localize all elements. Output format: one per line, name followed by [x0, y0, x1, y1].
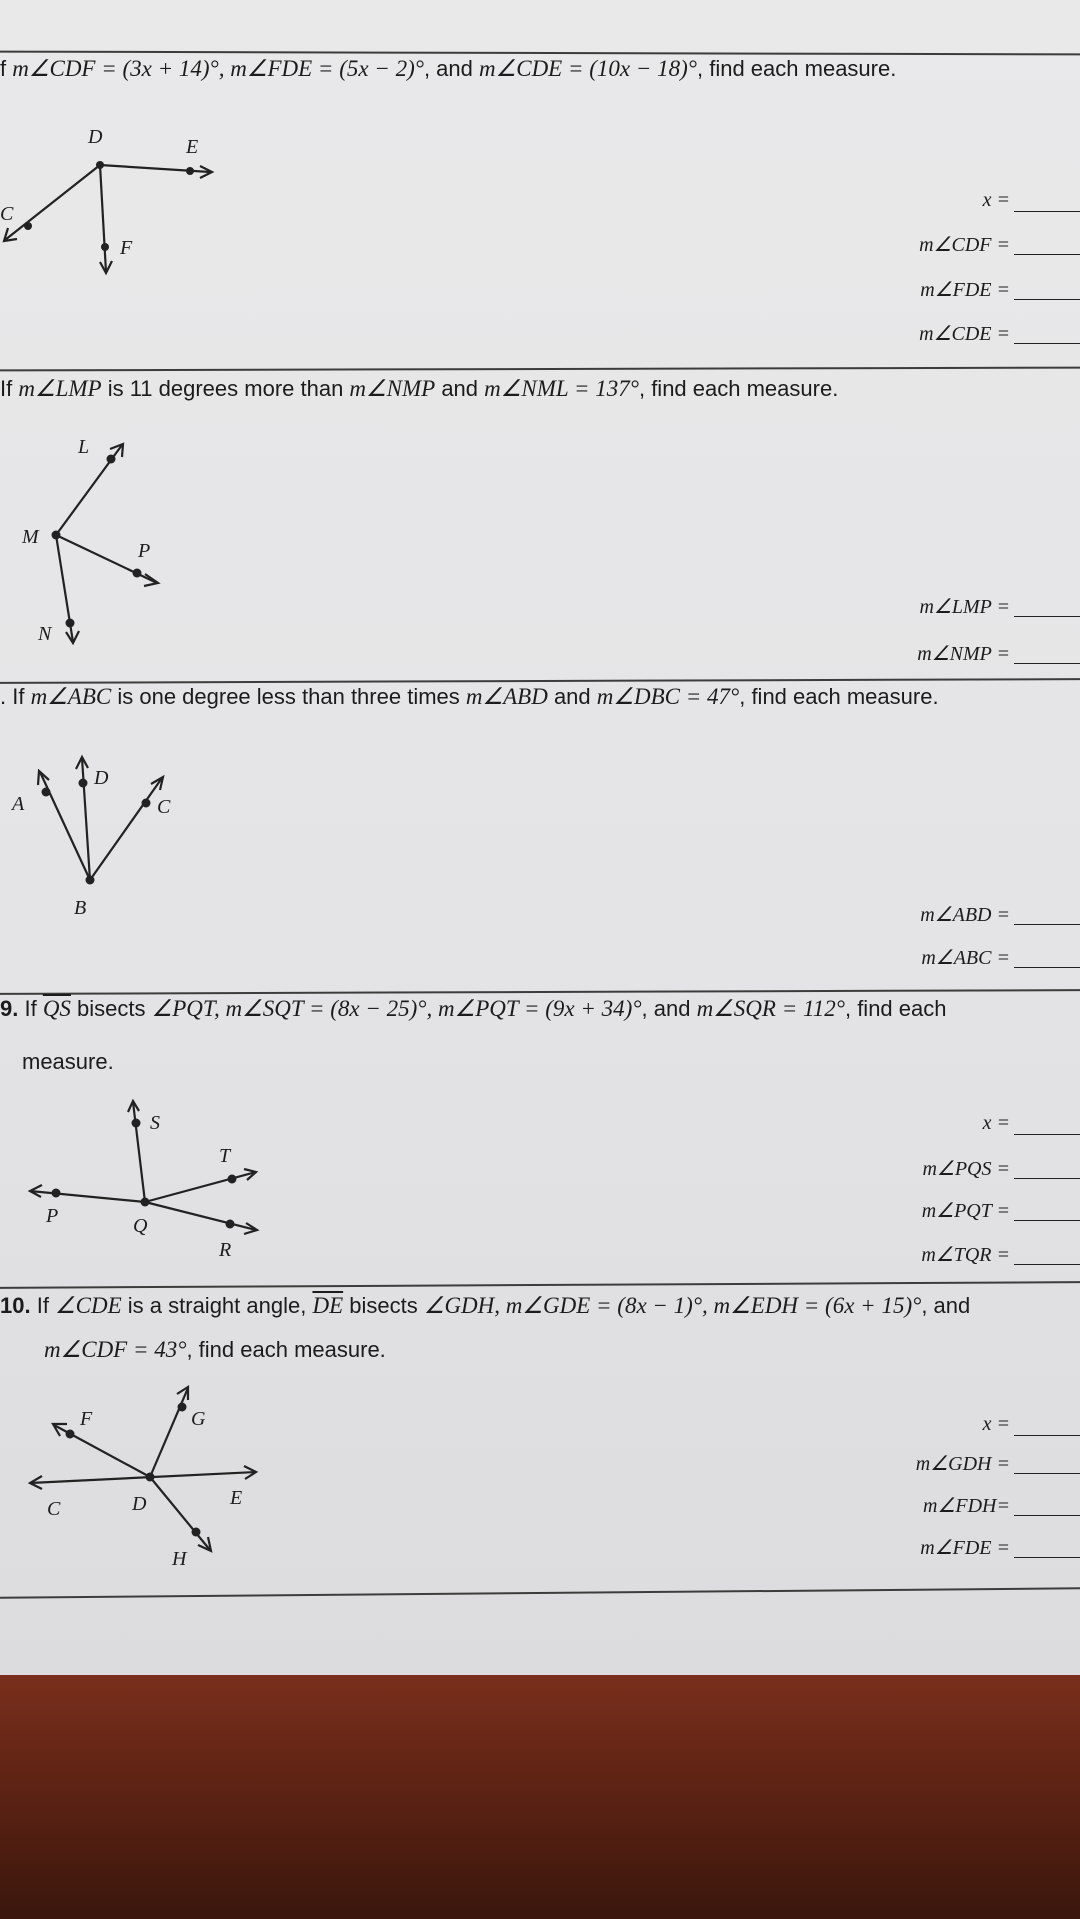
- ray-dc: [5, 165, 100, 240]
- math: m∠DBC = 47°: [596, 684, 740, 709]
- ray-de-symbol: $\overline{DE}$: [312, 1293, 344, 1318]
- text: , find each: [844, 996, 947, 1021]
- math: ∠PQT, m∠SQT = (8x − 25)°, m∠PQT = (9x + 34)°: [151, 996, 642, 1021]
- answer-blank[interactable]: [1014, 1557, 1080, 1558]
- point-m: [52, 531, 61, 540]
- text: and: [547, 684, 597, 709]
- answer-7-lmp[interactable]: [820, 594, 1080, 628]
- point-d: [146, 1473, 155, 1482]
- ray-qt: [145, 1172, 256, 1202]
- point-q: [141, 1198, 150, 1207]
- problem-6-prefix: f: [0, 56, 7, 81]
- point-a: [42, 788, 51, 797]
- answer-blank[interactable]: [1014, 1435, 1080, 1436]
- answer-10-x[interactable]: [820, 1413, 1080, 1447]
- text: , find each measure.: [186, 1337, 386, 1362]
- label-e: E: [186, 136, 199, 158]
- answer-label: m∠TQR =: [921, 1244, 1010, 1266]
- ray-qr: [145, 1202, 256, 1230]
- text: . If: [0, 684, 31, 709]
- answer-blank[interactable]: [1014, 1264, 1080, 1265]
- ray-dg: [150, 1388, 188, 1477]
- answer-label: x =: [982, 1112, 1010, 1134]
- answer-8-abd[interactable]: [820, 902, 1080, 936]
- problem-6-given-1: m∠CDF = (3x + 14)°, m∠FDE = (5x − 2)°: [12, 56, 424, 81]
- answer-blank[interactable]: [1014, 299, 1080, 300]
- math: m∠SQR = 112°: [696, 996, 845, 1021]
- answer-blank[interactable]: [1014, 343, 1080, 344]
- answer-label: x =: [982, 1413, 1010, 1435]
- text: If: [0, 376, 19, 401]
- problem-7-diagram: [0, 430, 200, 660]
- problem-10-statement-line-2: [44, 1337, 386, 1363]
- problem-number: 9.: [0, 996, 19, 1021]
- answer-label: m∠NMP =: [917, 643, 1010, 665]
- answer-blank[interactable]: [1014, 254, 1080, 255]
- point-c: [24, 222, 32, 230]
- math: m∠NML = 137°: [484, 376, 639, 401]
- label-p: P: [138, 540, 151, 562]
- ray-dh: [150, 1477, 210, 1550]
- problem-10-statement: [0, 1293, 970, 1319]
- ray-bd: [82, 758, 90, 880]
- label-d: D: [88, 126, 103, 148]
- point-d: [96, 161, 104, 169]
- answer-blank[interactable]: [1014, 1220, 1080, 1221]
- label-g: G: [191, 1408, 206, 1430]
- label-f: F: [80, 1408, 93, 1430]
- answer-blank[interactable]: [1014, 211, 1080, 212]
- answer-6-x[interactable]: [820, 189, 1080, 223]
- answer-blank[interactable]: [1014, 1178, 1080, 1179]
- answer-9-x[interactable]: [820, 1112, 1080, 1146]
- text: bisects: [70, 996, 152, 1021]
- math: ∠CDE: [55, 1293, 122, 1318]
- point-r: [226, 1220, 235, 1229]
- answer-blank[interactable]: [1014, 616, 1080, 617]
- answer-label: m∠CDF =: [919, 234, 1010, 256]
- answer-blank[interactable]: [1014, 967, 1080, 968]
- point-l: [107, 455, 116, 464]
- answer-10-gdh[interactable]: [820, 1451, 1080, 1485]
- point-s: [132, 1119, 141, 1128]
- problem-6-given-2: m∠CDE = (10x − 18)°: [479, 56, 697, 81]
- text: is a straight angle,: [121, 1293, 313, 1318]
- answer-label: m∠GDH =: [915, 1453, 1010, 1475]
- label-d: D: [132, 1493, 147, 1515]
- answer-label: m∠ABC =: [921, 947, 1010, 969]
- point-d: [79, 779, 88, 788]
- text: bisects: [343, 1293, 424, 1318]
- answer-6-cde[interactable]: [820, 321, 1080, 355]
- answer-blank[interactable]: [1014, 1515, 1080, 1516]
- answer-label: m∠PQT =: [921, 1200, 1010, 1222]
- point-b: [86, 876, 95, 885]
- problem-6-instruction: , find each measure.: [697, 56, 897, 81]
- point-p: [133, 569, 142, 578]
- label-h: H: [172, 1548, 187, 1570]
- math: m∠LMP: [18, 376, 102, 401]
- answer-label: m∠FDE =: [920, 279, 1010, 301]
- label-n: N: [38, 623, 52, 645]
- answer-label: m∠ABD =: [920, 904, 1010, 926]
- label-d: D: [94, 767, 109, 789]
- answer-10-fde[interactable]: [820, 1535, 1080, 1569]
- text: , and: [921, 1293, 971, 1318]
- problem-9-statement-line-2: [22, 1049, 114, 1075]
- problem-10-diagram: [0, 1380, 280, 1580]
- problem-number: 10.: [0, 1293, 31, 1318]
- problem-6-statement: [0, 56, 896, 82]
- point-t: [228, 1175, 237, 1184]
- answer-9-tqr[interactable]: [820, 1242, 1080, 1276]
- problem-8-diagram: [0, 750, 200, 920]
- answer-label: m∠FDH=: [923, 1495, 1010, 1517]
- ray-bc: [90, 778, 162, 880]
- ray-qp: [30, 1191, 145, 1202]
- point-n: [66, 619, 75, 628]
- label-f: F: [120, 237, 133, 259]
- problem-9-diagram: [0, 1090, 280, 1270]
- text: and: [435, 376, 485, 401]
- label-p: P: [46, 1205, 59, 1227]
- answer-9-pqt[interactable]: [820, 1198, 1080, 1232]
- label-t: T: [219, 1145, 231, 1167]
- point-h: [192, 1528, 201, 1537]
- math: m∠ABD: [465, 684, 548, 709]
- answer-blank[interactable]: [1014, 924, 1080, 925]
- answer-8-abc[interactable]: [820, 945, 1080, 979]
- point-c: [142, 799, 151, 808]
- math: m∠CDF = 43°: [44, 1337, 187, 1362]
- math: m∠NMP: [349, 376, 436, 401]
- point-g: [178, 1403, 187, 1412]
- answer-label: m∠PQS =: [922, 1158, 1010, 1180]
- point-f: [66, 1430, 75, 1439]
- answer-blank[interactable]: [1014, 1473, 1080, 1474]
- label-s: S: [150, 1112, 160, 1134]
- table-surface: [0, 1675, 1080, 1919]
- text: measure.: [22, 1049, 114, 1074]
- point-p: [52, 1189, 61, 1198]
- ray-df: [100, 165, 106, 272]
- problem-6-diagram: [0, 120, 260, 300]
- answer-blank[interactable]: [1014, 1134, 1080, 1135]
- problem-6-connector: , and: [423, 56, 479, 81]
- text: If: [30, 1293, 56, 1318]
- answer-10-fdh[interactable]: [820, 1493, 1080, 1527]
- point-e: [186, 167, 194, 175]
- point-f: [101, 243, 109, 251]
- label-r: R: [219, 1239, 232, 1261]
- text: is one degree less than three times: [111, 684, 466, 709]
- text: , and: [641, 996, 697, 1021]
- label-m: M: [22, 526, 39, 548]
- text: If: [18, 996, 43, 1021]
- ray-qs: [133, 1102, 145, 1202]
- label-c: C: [157, 796, 171, 818]
- label-c: C: [47, 1498, 61, 1520]
- label-q: Q: [133, 1215, 148, 1237]
- answer-6-fde[interactable]: [820, 277, 1080, 311]
- text: , find each measure.: [638, 376, 839, 401]
- ray-qs-symbol: $\overline{QS}$: [42, 996, 71, 1021]
- answer-label: x =: [982, 189, 1010, 211]
- label-b: B: [74, 897, 87, 919]
- answer-label: m∠FDE =: [920, 1537, 1010, 1559]
- math: m∠ABC: [30, 684, 112, 709]
- math: ∠GDH, m∠GDE = (8x − 1)°, m∠EDH = (6x + 15)°: [423, 1293, 922, 1318]
- label-l: L: [78, 436, 90, 458]
- text: is 11 degrees more than: [101, 376, 350, 401]
- problem-8-statement: [0, 684, 939, 710]
- label-a: A: [12, 793, 25, 815]
- answer-7-nmp[interactable]: [820, 641, 1080, 675]
- answer-label: m∠CDE =: [919, 323, 1010, 345]
- label-c: C: [0, 203, 14, 225]
- label-e: E: [230, 1487, 243, 1509]
- answer-blank[interactable]: [1014, 663, 1080, 664]
- answer-6-cdf[interactable]: [820, 232, 1080, 266]
- answer-label: m∠LMP =: [919, 596, 1010, 618]
- problem-9-statement: [0, 996, 946, 1022]
- answer-9-pqs[interactable]: [820, 1156, 1080, 1190]
- text: , find each measure.: [739, 684, 939, 709]
- problem-7-statement: [0, 376, 838, 402]
